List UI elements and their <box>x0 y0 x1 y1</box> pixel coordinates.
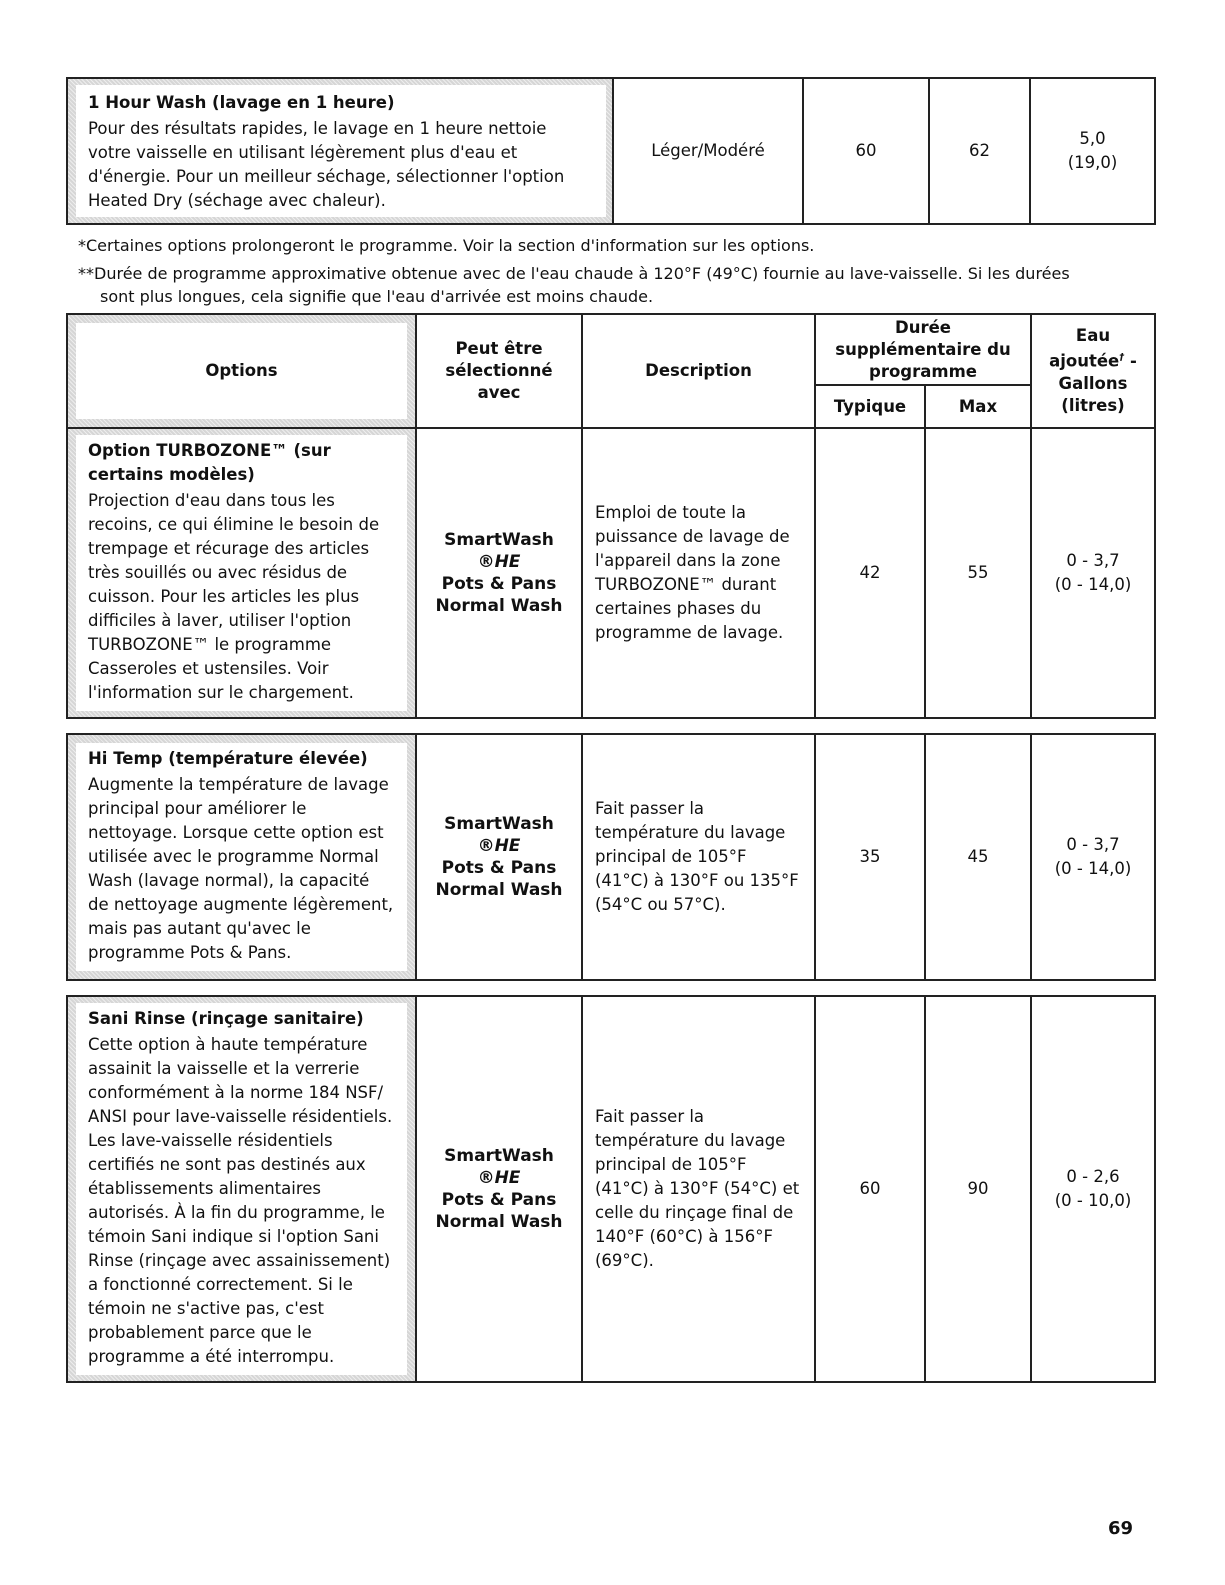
options-table <box>66 313 1156 1383</box>
footnotes <box>78 234 1148 308</box>
cycle-cell <box>67 78 613 224</box>
header-max: Max <box>925 385 1031 428</box>
option-title: Sani Rinse (rinçage sanitaire) <box>88 1009 364 1028</box>
time-max: 90 <box>925 996 1031 1382</box>
page-number: 69 <box>1108 1518 1134 1539</box>
water-usage <box>1030 78 1155 224</box>
time-max: 62 <box>929 78 1030 224</box>
option-text: Augmente la température de lavage principal pour améliorer le nettoyage. Lorsque cette option est utilisée avec le programme Normal Wash (lavage normal), la capacité de nettoyage augmente légèrement, mais pas autant qu'avec le programme Pots & Pans. <box>88 775 394 962</box>
cycle-normal-wash: Normal Wash <box>435 596 563 616</box>
header-typical: Typique <box>815 385 925 428</box>
water-added <box>1031 428 1155 718</box>
option-description: Fait passer la température du lavage principal de 105°F (41°C) à 130°F ou 135°F (54°C ou 57°C). <box>582 734 815 980</box>
water-gallons: 0 - 2,6 <box>1066 1167 1120 1186</box>
header-row <box>67 314 1155 385</box>
time-max: 55 <box>925 428 1031 718</box>
option-description: Fait passer la température du lavage principal de 105°F (41°C) à 130°F (54°C) et celle du rinçage final de 140°F (60°C) à 156°F (69°C). <box>582 996 815 1382</box>
time-typical: 35 <box>815 734 925 980</box>
option-cell <box>67 996 416 1382</box>
selectable-cycles <box>416 734 582 980</box>
cycle-smartwash: SmartWash ®HE <box>444 530 554 572</box>
time-typical: 60 <box>803 78 929 224</box>
cycle-description: Pour des résultats rapides, le lavage en 1 heure nettoie votre vaisselle en utilisant légèrement plus d'eau et d'énergie. Pour un meilleur séchage, sélectionner l'option Heated Dry (séchage avec chaleur). <box>88 119 565 210</box>
table-row <box>67 734 1155 980</box>
cycle-pots-pans: Pots & Pans <box>441 1190 557 1210</box>
option-text: Projection d'eau dans tous les recoins, ce qui élimine le besoin de trempage et récurage des articles très souillés ou avec résidus de cuisson. Pour les articles les plus difficiles à laver, utiliser l'option TURBOZONE™ le programme Casseroles et ustensiles. Voir l'information sur le chargement. <box>88 491 380 702</box>
option-title: Option TURBOZONE™ (sur certains modèles) <box>88 441 331 484</box>
cycle-table <box>66 77 1156 225</box>
cycle-pots-pans: Pots & Pans <box>441 574 557 594</box>
header-water <box>1031 314 1155 428</box>
header-selectable: Peut être sélectionné avec <box>416 314 582 428</box>
water-gallons: 5,0 <box>1079 129 1106 148</box>
cycle-smartwash: SmartWash ®HE <box>444 814 554 856</box>
cycle-title: 1 Hour Wash (lavage en 1 heure) <box>88 93 395 112</box>
table-row <box>67 78 1155 224</box>
note-2-line-1: **Durée de programme approximative obtenue avec de l'eau chaude à 120°F (49°C) fournie au lave-vaisselle. Si les durées <box>78 264 1070 283</box>
option-cell <box>67 734 416 980</box>
header-options-cell <box>67 314 416 428</box>
selectable-cycles <box>416 996 582 1382</box>
option-text: Cette option à haute température assainit la vaisselle et la verrerie conformément à la norme 184 NSF/ ANSI pour lave-vaisselle résidentiels. Les lave-vaisselle résidentiels certifiés ne sont pas destinés aux établissements alimentaires autorisés. À la fin du programme, le témoin Sani indique si l'option Sani Rinse (rinçage avec assainissement) a fonctionné correctement. Si le témoin ne s'active pas, c'est probablement parce que le programme a été interrompu. <box>88 1035 393 1366</box>
water-gallons: 0 - 3,7 <box>1066 551 1120 570</box>
header-added-time: Durée supplémentaire du programme <box>815 314 1031 385</box>
option-title: Hi Temp (température élevée) <box>88 749 368 768</box>
time-max: 45 <box>925 734 1031 980</box>
cycle-pots-pans: Pots & Pans <box>441 858 557 878</box>
water-liters: (0 - 14,0) <box>1054 575 1132 594</box>
header-water-line2: - Gallons (litres) <box>1058 351 1137 415</box>
water-added <box>1031 996 1155 1382</box>
note-2-line-2: sont plus longues, cela signifie que l'eau d'arrivée est moins chaude. <box>100 287 654 306</box>
cycle-normal-wash: Normal Wash <box>435 1212 563 1232</box>
cycle-smartwash: SmartWash ®HE <box>444 1146 554 1188</box>
option-description: Emploi de toute la puissance de lavage de l'appareil dans la zone TURBOZONE™ durant certaines phases du programme de lavage. <box>582 428 815 718</box>
water-liters: (0 - 10,0) <box>1054 1191 1132 1210</box>
table-row <box>67 428 1155 718</box>
time-typical: 42 <box>815 428 925 718</box>
table-row <box>67 996 1155 1382</box>
water-gallons: 0 - 3,7 <box>1066 835 1120 854</box>
selectable-cycles <box>416 428 582 718</box>
time-typical: 60 <box>815 996 925 1382</box>
header-description: Description <box>582 314 815 428</box>
water-liters: (19,0) <box>1067 153 1118 172</box>
note-1: *Certaines options prolongeront le programme. Voir la section d'information sur les options. <box>78 236 815 255</box>
option-cell <box>67 428 416 718</box>
dagger-mark: † <box>1119 352 1125 364</box>
header-options: Options <box>76 323 407 419</box>
header-water-line1: Eau ajoutée <box>1049 326 1120 371</box>
water-liters: (0 - 14,0) <box>1054 859 1132 878</box>
water-added <box>1031 734 1155 980</box>
soil-level: Léger/Modéré <box>613 78 803 224</box>
cycle-normal-wash: Normal Wash <box>435 880 563 900</box>
